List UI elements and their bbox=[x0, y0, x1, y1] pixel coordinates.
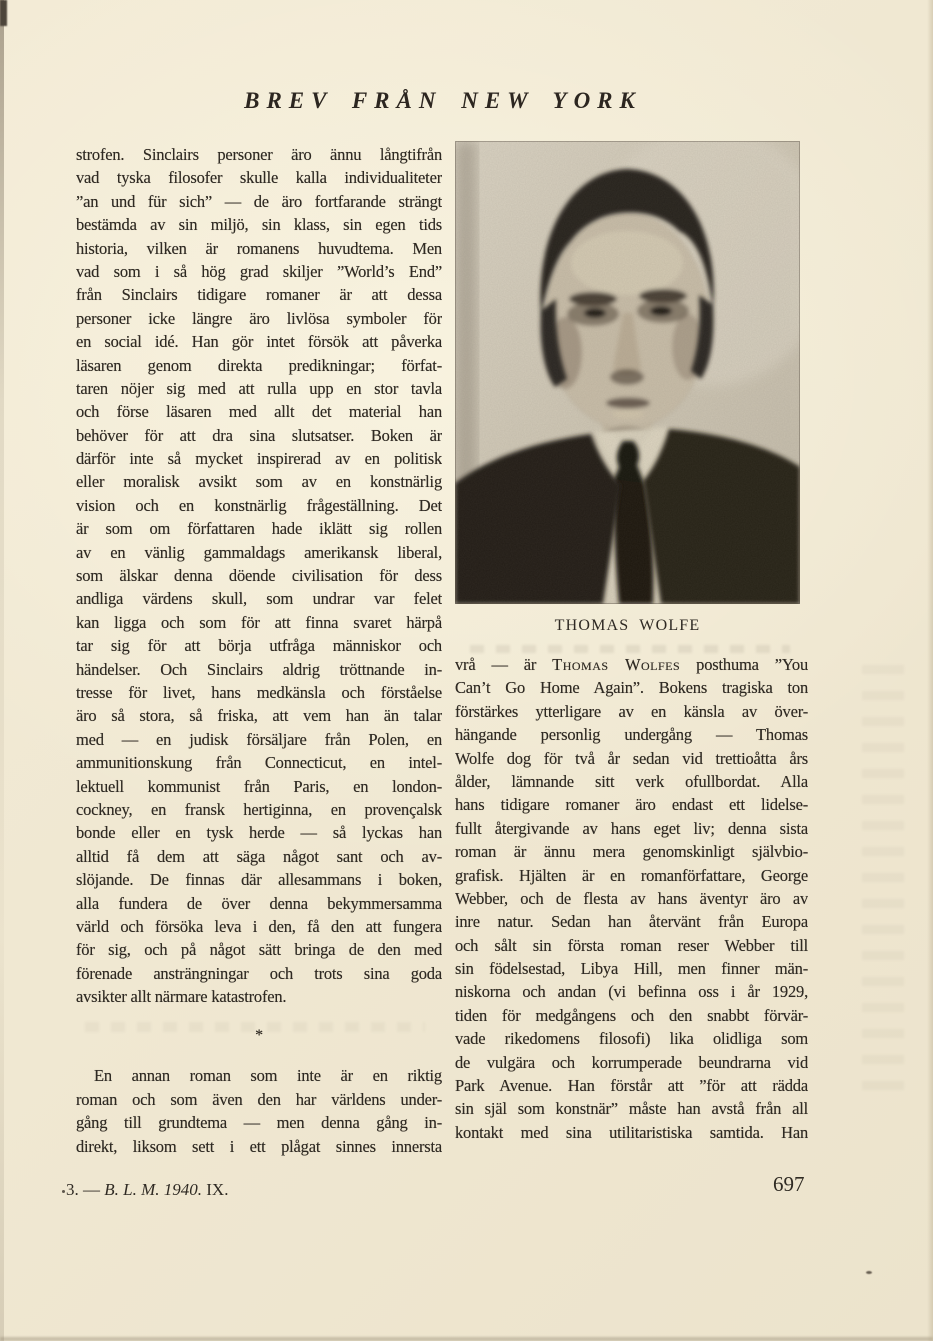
text-line: grafisk. Hjälten är en romanförfattare, George bbox=[455, 865, 808, 885]
text-line: sin födelsestad, Libya Hill, men finner män- bbox=[455, 959, 808, 979]
text-line: äro så stora, så friska, att vem han än talar bbox=[76, 706, 442, 726]
text-line: personer icke längre äro livlösa symboler för bbox=[76, 308, 442, 328]
text-line: hans tidigare romaner äro endast ett lidelse- bbox=[455, 795, 808, 815]
text-line: för sig, och på något sätt bringa de den med bbox=[76, 940, 442, 960]
reverse-side-bleed-through bbox=[862, 660, 904, 1090]
left-text-column bbox=[76, 143, 442, 1158]
text-line: sin själ som konstnär” måste han avstå från all bbox=[455, 1099, 808, 1119]
text-line: historia, vilken är romanens huvudtema. Men bbox=[76, 238, 442, 258]
text-line: tiden för medgångens och den snabbt förvär- bbox=[455, 1005, 808, 1025]
scan-left-edge-shadow bbox=[0, 0, 4, 1341]
text-line: ”an und für sich” — de äro fortfarande strängt bbox=[76, 191, 442, 211]
text-line: inre natur. Sedan han återvänt från Europa bbox=[455, 912, 808, 932]
text-line: Park Avenue. Han förstår att ”för att rädda bbox=[455, 1076, 808, 1096]
text-line: bestämda av sin miljö, sin klass, sin egen tids bbox=[76, 215, 442, 235]
text-line: andliga värdens skull, som undrar var felet bbox=[76, 589, 442, 609]
text-segment: 3. — bbox=[66, 1180, 105, 1199]
text-line: vad tyska filosofer skulle kalla individualiteter bbox=[76, 168, 442, 188]
text-line: från Sinclairs tidigare romaner är att dessa bbox=[76, 285, 442, 305]
text-line: alla fundera de över denna bekymmersamma bbox=[76, 893, 442, 913]
text-segment: posthuma ”You bbox=[680, 655, 808, 674]
text-line: Wolfe dog för två år sedan vid trettioåtta års bbox=[455, 748, 808, 768]
right-text-column bbox=[455, 653, 808, 1144]
text-line: tresse för livet, hans medkänsla och förståelse bbox=[76, 682, 442, 702]
right-paragraph bbox=[455, 653, 808, 1144]
text-segment: B. L. M. 1940. bbox=[104, 1180, 202, 1199]
text-segment: Thomas Wolfes bbox=[552, 655, 681, 674]
text-line: avsikter allt närmare katastrofen. bbox=[76, 987, 287, 1007]
text-line: därför inte så mycket inspirerad av en politisk bbox=[76, 449, 442, 469]
issue-signature-footer bbox=[66, 1180, 228, 1200]
text-segment: IX. bbox=[202, 1180, 229, 1199]
text-line: Can’t Go Home Again”. Bokens tragiska ton bbox=[455, 678, 808, 698]
text-line: ammunitionskung från Connecticut, en intel- bbox=[76, 753, 442, 773]
left-paragraph-1 bbox=[76, 143, 442, 1008]
reverse-side-bleed-through bbox=[470, 645, 790, 653]
text-line: hängande personlig undergång — Thomas bbox=[455, 725, 808, 745]
text-line: händelser. Och Sinclairs aldrig tröttnande in- bbox=[76, 659, 442, 679]
text-line: förenade ansträngningar och trots sina goda bbox=[76, 963, 442, 983]
text-line: vision och en konstnärlig frågeställning. Det bbox=[76, 495, 442, 515]
text-line: de vulgära och korrumperade beundrarna vid bbox=[455, 1052, 808, 1072]
text-line: roman är ännu mera genomskinligt självbio- bbox=[455, 842, 808, 862]
photo-caption: THOMAS WOLFE bbox=[554, 617, 701, 634]
text-line: värld och försöka leva i den, få den att fungera bbox=[76, 916, 442, 936]
text-line: slöjande. De finnas där allesammans i boken, bbox=[76, 870, 442, 890]
text-line: en social idé. Han gör intet försök att påverka bbox=[76, 332, 442, 352]
text-line: ålder, lämnande sitt verk ofullbordat. Alla bbox=[455, 771, 808, 791]
portrait-figure bbox=[455, 141, 800, 635]
text-line: är som om författaren hade iklätt sig rollen bbox=[76, 519, 442, 539]
text-line: behöver för att dra sina slutsatser. Boken är bbox=[76, 425, 442, 445]
footer-line bbox=[66, 1180, 228, 1200]
text-line: och förse läsaren med allt det material han bbox=[76, 402, 442, 422]
text-line: Webber, och de flesta av hans äventyr äro av bbox=[455, 888, 808, 908]
text-line: vad som i så hög grad skiljer ”World’s End” bbox=[76, 261, 442, 281]
ink-speck bbox=[866, 1271, 872, 1274]
text-line bbox=[66, 1180, 228, 1200]
ink-speck-footer bbox=[62, 1190, 65, 1193]
text-line: förstärkes ytterligare av en känsla av över- bbox=[455, 701, 808, 721]
portrait-photo-illustration bbox=[455, 141, 800, 604]
text-line: som älskar denna döende civilisation för dess bbox=[76, 566, 442, 586]
text-line: cockney, en fransk hertiginna, en provençalsk bbox=[76, 799, 442, 819]
text-line: niskorna och andan (vi befinna oss i år 1929, bbox=[455, 982, 808, 1002]
scan-corner-mark bbox=[0, 0, 7, 26]
text-line: läsaren genom direkta predikningar; förfat- bbox=[76, 355, 442, 375]
text-line: fullt återgivande av hans eget liv; denna sista bbox=[455, 818, 808, 838]
reverse-side-bleed-through bbox=[85, 1022, 425, 1032]
text-line: alltid få dem att säga något sant och av- bbox=[76, 846, 442, 866]
text-segment: vrå — är bbox=[455, 655, 553, 674]
text-line: vade rikedomens filosofi) lika olidliga som bbox=[455, 1029, 808, 1049]
text-line: av en vänlig gammaldags amerikansk liberal, bbox=[76, 542, 442, 562]
text-line bbox=[455, 653, 808, 676]
text-line: En annan roman som inte är en riktig bbox=[94, 1066, 442, 1086]
text-line: gång till grundtema — men denna gång in- bbox=[76, 1113, 442, 1133]
text-line: direkt, liksom sett i ett plågat sinnes innersta bbox=[76, 1136, 442, 1156]
text-line: kontakt med sina utilitaristiska samtida. Han bbox=[455, 1122, 808, 1142]
scan-right-edge-shadow bbox=[927, 0, 933, 1341]
text-line: roman och som även den har världens under- bbox=[76, 1089, 442, 1109]
scan-bottom-edge-shadow bbox=[0, 1337, 933, 1341]
section-separator-asterisk: * bbox=[255, 1027, 263, 1045]
text-line: tar sig för att börja utfråga människor och bbox=[76, 636, 442, 656]
text-line: lektuell kommunist från Paris, en london- bbox=[76, 776, 442, 796]
text-line: och sålt sin första roman reser Webber till bbox=[455, 935, 808, 955]
text-line: taren nöjer sig med att rulla upp en stor tavla bbox=[76, 378, 442, 398]
text-line: kan ligga och som för att finna svaret härpå bbox=[76, 612, 442, 632]
text-line: eller moralisk avsikt som av en konstnärlig bbox=[76, 472, 442, 492]
text-line: strofen. Sinclairs personer äro ännu långtifrån bbox=[76, 145, 442, 164]
text-line: bonde eller en tysk herde — så lyckas han bbox=[76, 823, 442, 843]
page-title: BREV FRÅN NEW YORK bbox=[244, 88, 642, 113]
text-line: med — en judisk försäljare från Polen, en bbox=[76, 729, 442, 749]
page-number: 697 bbox=[773, 1172, 805, 1196]
left-paragraph-2 bbox=[76, 1064, 442, 1158]
thomas-wolfe-portrait-photo bbox=[455, 141, 800, 604]
